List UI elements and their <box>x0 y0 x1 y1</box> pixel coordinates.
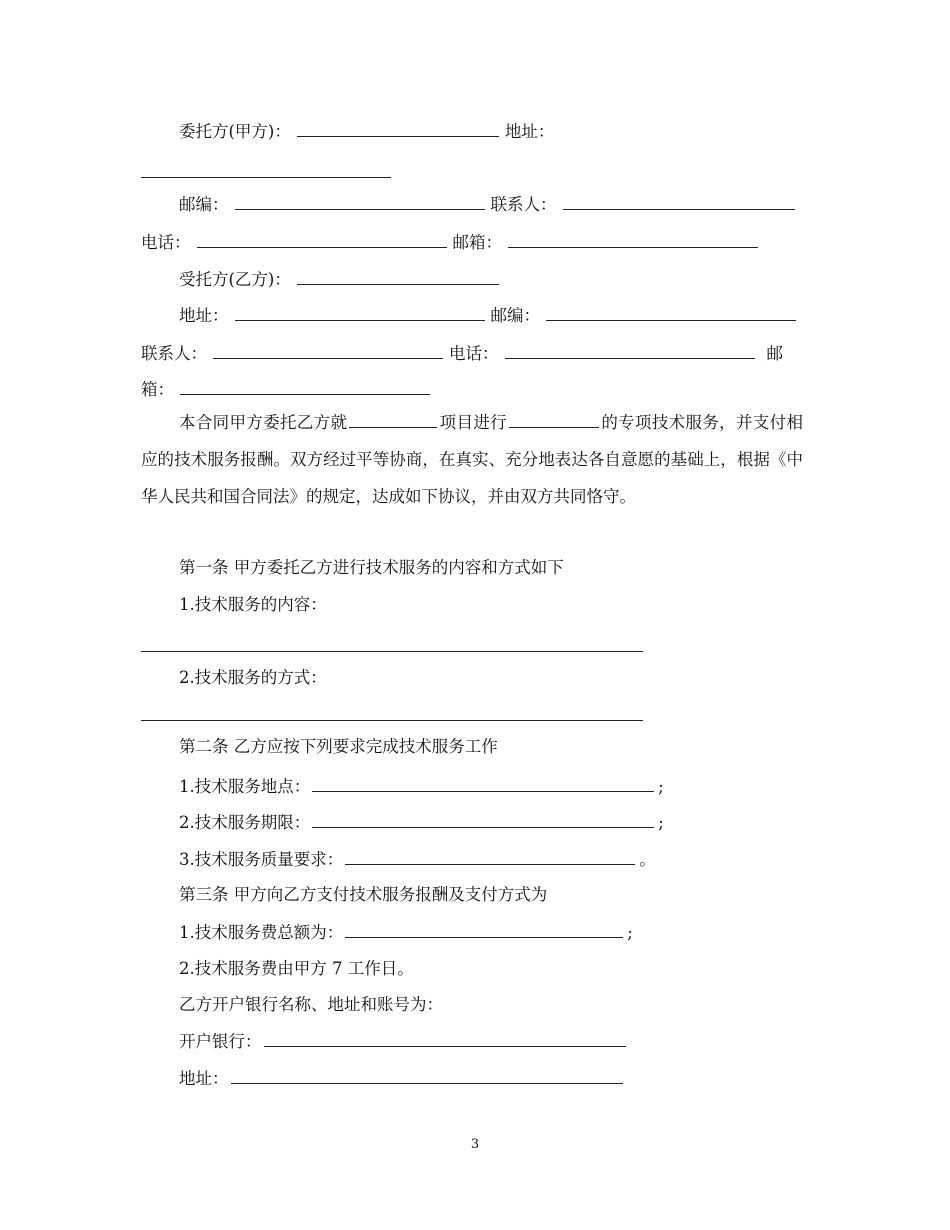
postcode-label-2: 邮编： <box>490 306 540 325</box>
client-label: 委托方(甲方)： <box>179 122 291 141</box>
client-blank <box>297 118 499 137</box>
contact-blank-2 <box>213 340 443 359</box>
method-blank <box>141 720 643 721</box>
contact-label: 联系人： <box>490 195 557 214</box>
contractor-label: 受托方(乙方)： <box>179 270 291 289</box>
article2-title: 第二条 乙方应按下列要求完成技术服务工作 <box>179 737 498 756</box>
bank-address-line <box>141 1065 806 1091</box>
bank-label: 开户银行： <box>179 1032 262 1051</box>
email-line-2 <box>141 376 806 402</box>
address-blank <box>141 177 391 178</box>
contractor-line <box>141 266 806 292</box>
bank-intro: 乙方开户银行名称、地址和账号为： <box>179 995 443 1014</box>
article2-item3-end: 。 <box>639 850 656 869</box>
content-blank <box>141 651 643 652</box>
postcode-label: 邮编： <box>179 195 229 214</box>
fee-total-blank <box>345 919 623 938</box>
phone-label-2: 电话： <box>449 344 499 363</box>
address-blank-2 <box>235 302 485 321</box>
email-blank <box>508 229 758 248</box>
address-line-2 <box>141 302 806 328</box>
address-label-2: 地址： <box>179 306 229 325</box>
article3-item2: 2.技术服务费由甲方 7 工作日。 <box>179 959 414 978</box>
phone-blank-2 <box>505 340 755 359</box>
article2-item3-line <box>141 846 806 872</box>
article2-item2-end: ; <box>658 813 664 832</box>
article2-item2-line <box>141 809 806 835</box>
article3-item1-line <box>141 919 806 945</box>
intro-part3: 的专项技术服务，并支付相应的技术服务报酬。双方经过平等协商，在真实、充分地表达各自意愿的基础上，根据《中华人民共和国合同法》的规定，达成如下协议，并由双方共同恪守。 <box>141 413 804 506</box>
period-blank <box>312 809 654 828</box>
contact-label-2: 联系人： <box>141 344 207 363</box>
bank-line <box>141 1028 806 1054</box>
article1-item2: 2.技术服务的方式： <box>179 668 327 687</box>
quality-blank <box>345 846 635 865</box>
service-blank <box>509 409 599 428</box>
phone-line <box>141 229 806 255</box>
phone-label: 电话： <box>141 233 191 252</box>
intro-part2: 项目进行 <box>439 413 508 432</box>
email-label-2-part1: 邮 <box>766 344 783 363</box>
location-blank <box>312 773 654 792</box>
postcode-blank-2 <box>546 302 796 321</box>
article2-item1-end: ; <box>658 777 664 796</box>
address-label: 地址： <box>504 122 555 141</box>
article2-item1: 1.技术服务地点： <box>179 777 311 796</box>
bank-blank <box>264 1028 626 1047</box>
article2-item3: 3.技术服务质量要求： <box>179 850 344 869</box>
postcode-line <box>141 191 806 217</box>
page-number: 3 <box>470 1137 480 1152</box>
article1-item1: 1.技术服务的内容： <box>179 595 327 614</box>
project-blank <box>349 409 437 428</box>
contact-line-2 <box>141 340 806 366</box>
postcode-blank <box>235 191 485 210</box>
article1-title: 第一条 甲方委托乙方进行技术服务的内容和方式如下 <box>179 558 564 577</box>
phone-blank <box>197 229 447 248</box>
contact-blank <box>563 191 795 210</box>
contractor-blank <box>297 266 499 285</box>
article3-item1: 1.技术服务费总额为： <box>179 923 344 942</box>
bank-address-blank <box>231 1065 623 1084</box>
bank-address-label: 地址： <box>179 1069 229 1088</box>
email-blank-2 <box>180 376 430 395</box>
article3-item1-end: ; <box>627 923 633 942</box>
email-label-2-part2: 箱： <box>141 380 174 399</box>
client-line <box>141 118 806 144</box>
article2-item2: 2.技术服务期限： <box>179 813 311 832</box>
article2-item1-line <box>141 773 806 799</box>
email-label: 邮箱： <box>452 233 502 252</box>
intro-paragraph <box>141 404 803 515</box>
article3-title: 第三条 甲方向乙方支付技术服务报酬及支付方式为 <box>179 885 548 904</box>
intro-part1: 本合同甲方委托乙方就 <box>179 413 348 432</box>
